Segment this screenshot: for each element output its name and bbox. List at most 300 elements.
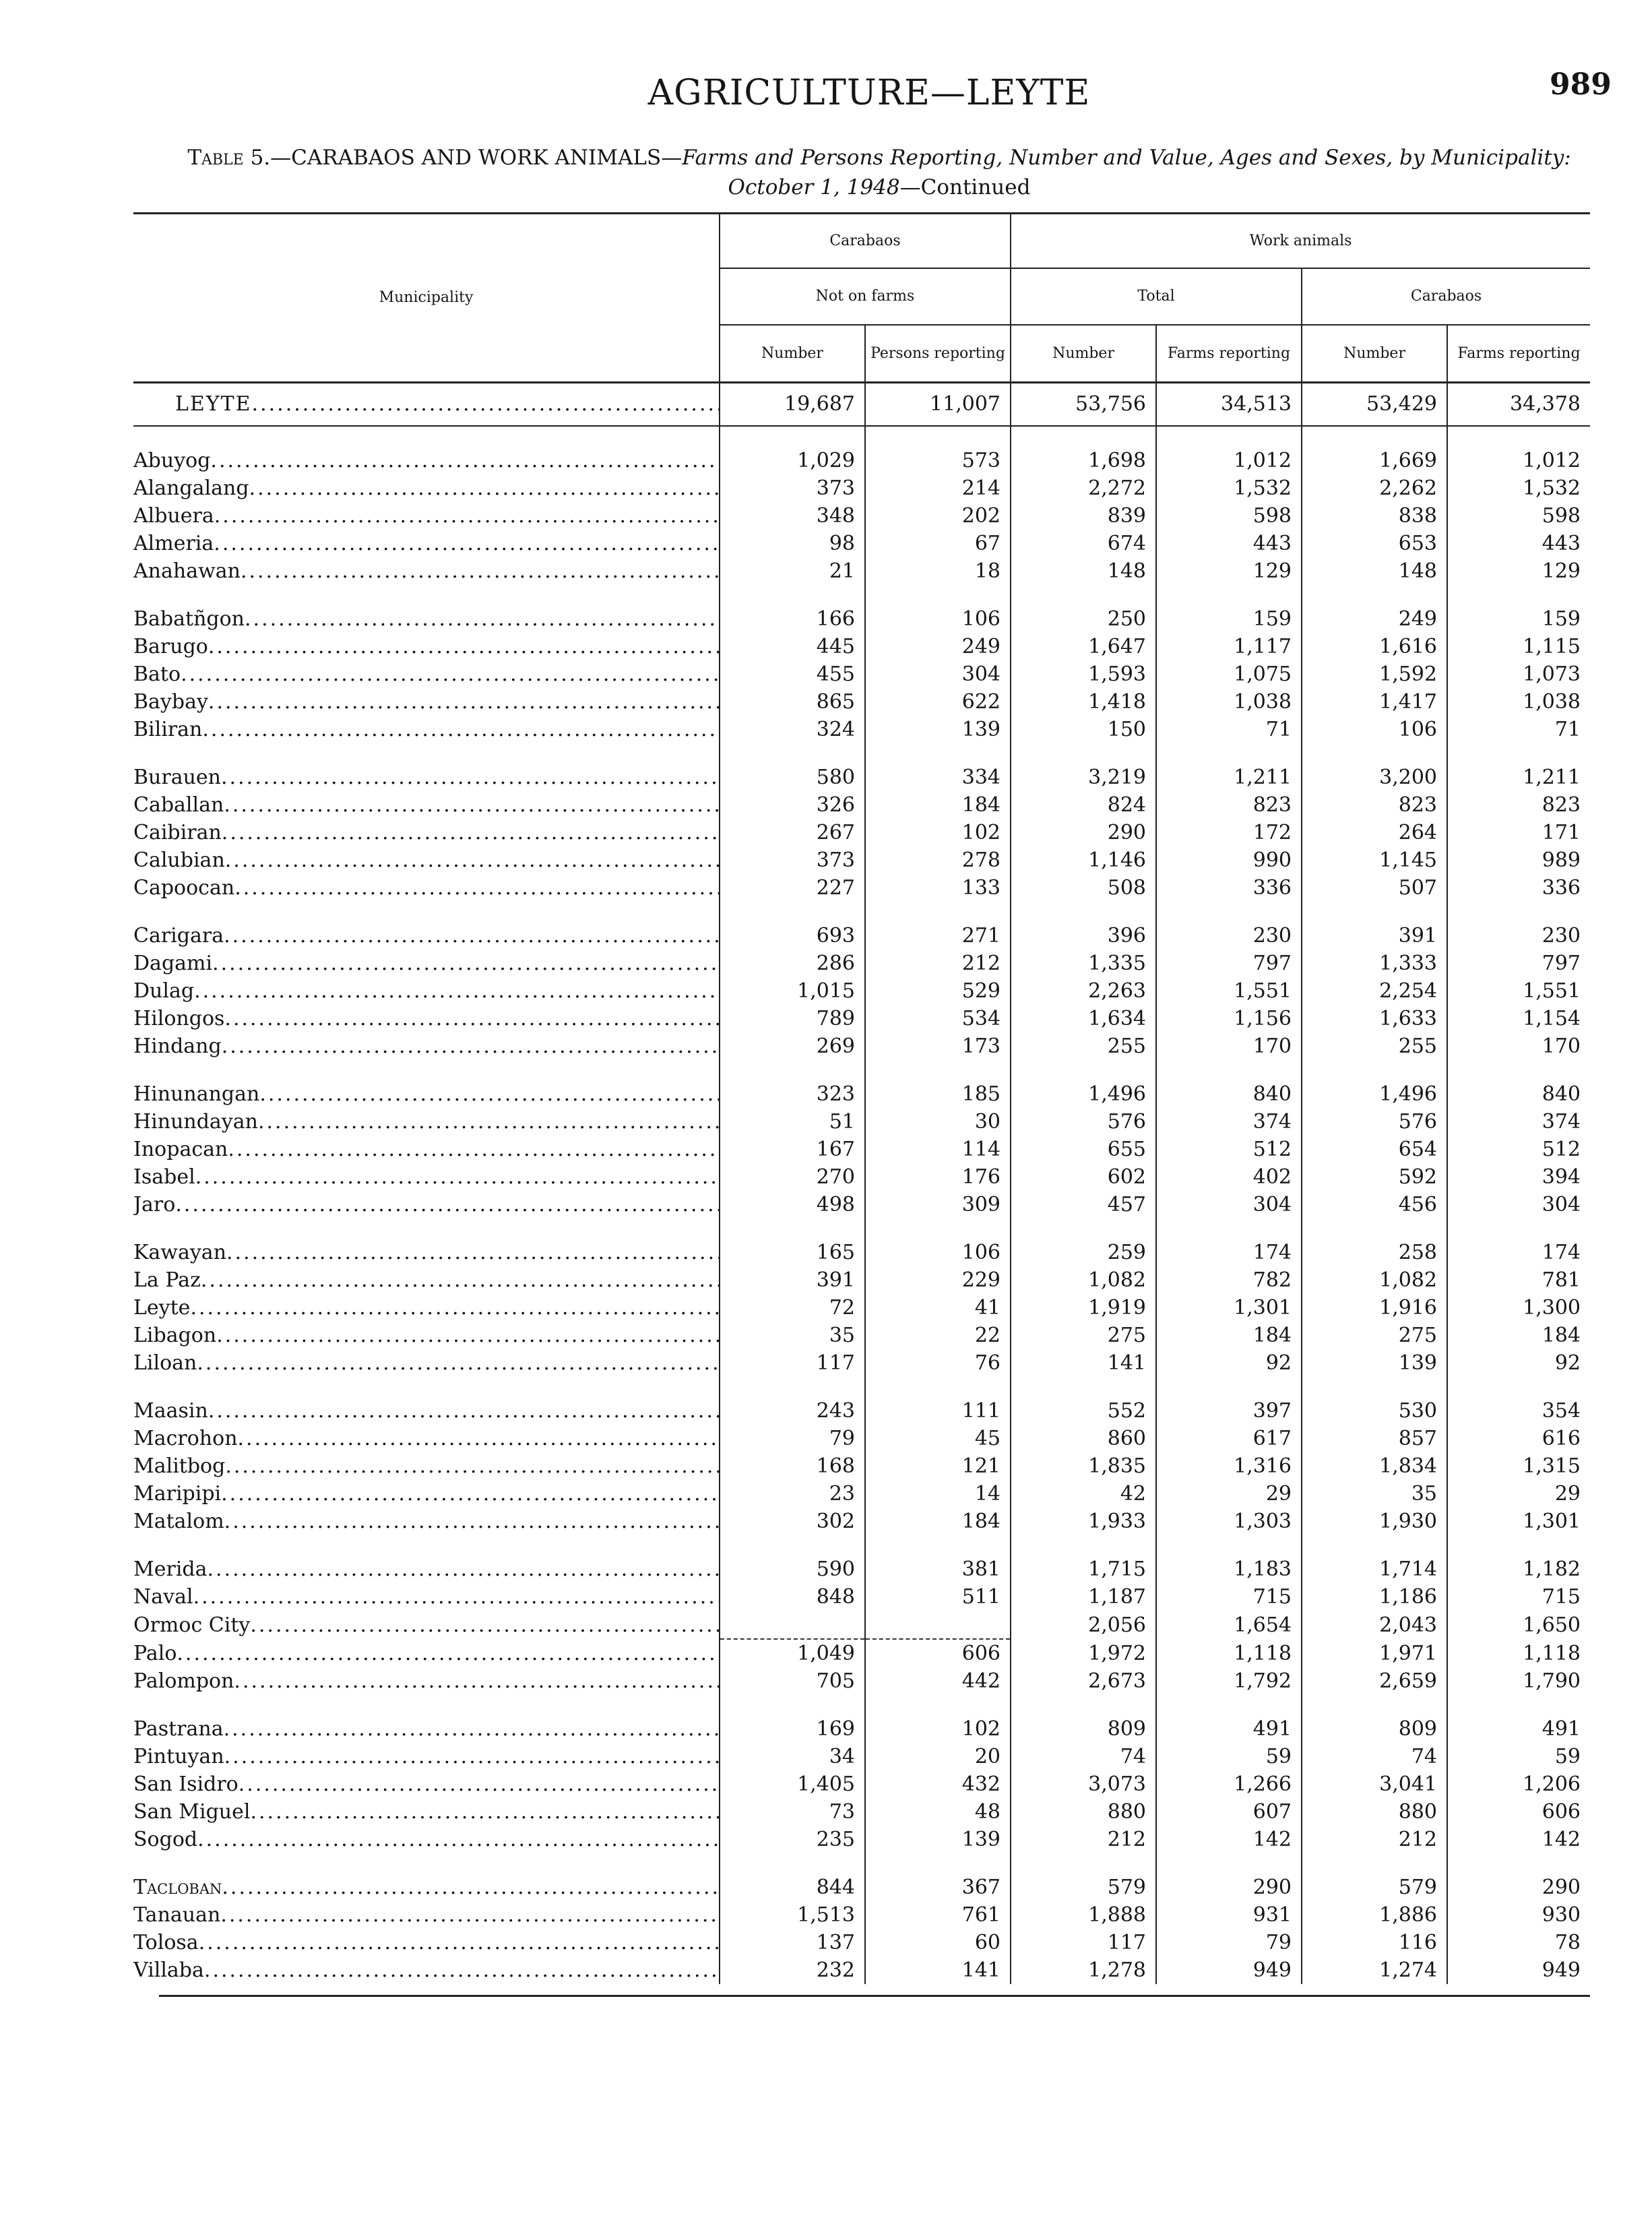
value-cell: 1,029 — [720, 447, 865, 474]
municipality-name — [133, 1480, 720, 1508]
value-cell: 598 — [1447, 502, 1590, 530]
leader-dots — [225, 846, 719, 874]
value-cell: 235 — [720, 1826, 865, 1853]
municipality-name — [133, 1874, 720, 1901]
value-cell: 48 — [865, 1798, 1011, 1826]
municipality-name — [133, 1136, 720, 1163]
value-cell: 2,659 — [1302, 1667, 1447, 1695]
value-cell: 1,182 — [1447, 1555, 1590, 1583]
leader-dots — [224, 922, 719, 950]
value-cell: 23 — [720, 1480, 865, 1508]
value-cell: 622 — [865, 688, 1011, 716]
leader-dots — [197, 1826, 719, 1853]
municipality-name — [133, 1508, 720, 1535]
value-cell: 592 — [1302, 1163, 1447, 1191]
leader-dots — [250, 1611, 719, 1639]
leader-dots — [221, 764, 719, 791]
leader-dots — [222, 1874, 719, 1901]
table-row — [133, 1798, 1590, 1826]
table-row — [133, 1929, 1590, 1956]
value-cell: 278 — [865, 846, 1011, 874]
value-cell: 602 — [1011, 1163, 1156, 1191]
municipality-name — [133, 1425, 720, 1452]
value-cell: 823 — [1447, 791, 1590, 819]
value-cell: 202 — [865, 502, 1011, 530]
table-row — [133, 530, 1590, 557]
leader-dots — [239, 1770, 719, 1798]
group-spacer — [133, 585, 1590, 605]
value-cell: 1,792 — [1156, 1667, 1302, 1695]
value-cell: 19,687 — [720, 383, 865, 426]
group-spacer — [133, 426, 1590, 447]
value-cell: 579 — [1011, 1874, 1156, 1901]
leader-dots — [181, 660, 719, 688]
value-cell: 290 — [1156, 1874, 1302, 1901]
value-cell: 1,118 — [1156, 1639, 1302, 1667]
table-row — [133, 874, 1590, 902]
table-row — [133, 1425, 1590, 1452]
leader-dots — [224, 1005, 719, 1032]
value-cell: 1,183 — [1156, 1555, 1302, 1583]
value-cell: 1,616 — [1302, 633, 1447, 660]
value-cell: 373 — [720, 846, 865, 874]
value-cell: 102 — [865, 1715, 1011, 1743]
value-cell: 1,115 — [1447, 633, 1590, 660]
leader-dots — [216, 1322, 719, 1349]
value-cell: 381 — [865, 1555, 1011, 1583]
value-cell: 860 — [1011, 1425, 1156, 1452]
municipality-name — [133, 1322, 720, 1349]
municipality-label: San Miguel — [133, 1800, 251, 1824]
value-cell: 1,654 — [1156, 1611, 1302, 1639]
table-row — [133, 1266, 1590, 1294]
value-cell: 71 — [1156, 716, 1302, 743]
value-cell: 616 — [1447, 1425, 1590, 1452]
value-cell: 2,673 — [1011, 1667, 1156, 1695]
municipality-name — [133, 1555, 720, 1583]
table-caption — [168, 143, 1590, 202]
value-cell: 324 — [720, 716, 865, 743]
value-cell: 214 — [865, 474, 1011, 502]
municipality-label: Tacloban — [133, 1876, 222, 1899]
farms-reporting-header: Farms reporting — [1447, 325, 1590, 381]
municipality-label: Abuyog — [133, 449, 211, 472]
value-cell — [720, 1611, 865, 1639]
table-body — [133, 383, 1590, 1984]
municipality-name — [133, 922, 720, 950]
value-cell: 1,303 — [1156, 1508, 1302, 1535]
municipality-name — [133, 1956, 720, 1984]
table-row — [133, 1667, 1590, 1695]
value-cell: 576 — [1011, 1108, 1156, 1136]
value-cell: 59 — [1447, 1743, 1590, 1770]
municipality-name — [133, 874, 720, 902]
municipality-label: Tanauan — [133, 1903, 221, 1927]
value-cell: 60 — [865, 1929, 1011, 1956]
carabaos-sub-header: Carabaos — [1302, 268, 1590, 325]
municipality-label: Liloan — [133, 1351, 197, 1375]
value-cell: 249 — [1302, 605, 1447, 633]
value-cell: 102 — [865, 819, 1011, 846]
value-cell: 304 — [1156, 1191, 1302, 1218]
leader-dots — [204, 1956, 719, 1984]
value-cell: 326 — [720, 791, 865, 819]
table-row — [133, 716, 1590, 743]
table-row — [133, 1826, 1590, 1853]
value-cell: 606 — [1447, 1798, 1590, 1826]
value-cell: 14 — [865, 1480, 1011, 1508]
municipality-name — [133, 1639, 720, 1667]
municipality-name — [133, 1080, 720, 1108]
value-cell: 35 — [720, 1322, 865, 1349]
table-description: Farms and Persons Reporting, Number and Value, Ages and Sexes, by Municipality: October 1, 1948 — [682, 146, 1571, 199]
value-cell: 275 — [1302, 1322, 1447, 1349]
value-cell: 45 — [865, 1425, 1011, 1452]
value-cell: 76 — [865, 1349, 1011, 1377]
value-cell: 1,335 — [1011, 950, 1156, 977]
municipality-name — [133, 530, 720, 557]
municipality-label: Inopacan — [133, 1138, 228, 1161]
value-cell: 2,254 — [1302, 977, 1447, 1005]
leader-dots — [250, 1798, 719, 1826]
value-cell: 782 — [1156, 1266, 1302, 1294]
value-cell: 11,007 — [865, 383, 1011, 426]
value-cell: 1,972 — [1011, 1639, 1156, 1667]
value-cell: 809 — [1302, 1715, 1447, 1743]
value-cell: 1,082 — [1011, 1266, 1156, 1294]
value-cell: 857 — [1302, 1425, 1447, 1452]
value-cell: 139 — [865, 1826, 1011, 1853]
table-row — [133, 1349, 1590, 1377]
municipality-label: Anahawan — [133, 559, 241, 583]
value-cell: 212 — [1011, 1826, 1156, 1853]
table-row — [133, 1956, 1590, 1984]
value-cell: 1,118 — [1447, 1639, 1590, 1667]
municipality-name — [133, 791, 720, 819]
municipality-label: Albuera — [133, 504, 214, 528]
value-cell: 949 — [1447, 1956, 1590, 1984]
value-cell: 3,073 — [1011, 1770, 1156, 1798]
value-cell: 674 — [1011, 530, 1156, 557]
leader-dots — [234, 874, 719, 902]
value-cell: 1,790 — [1447, 1667, 1590, 1695]
leader-dots — [222, 1032, 719, 1060]
table-row — [133, 819, 1590, 846]
municipality-label: Alangalang — [133, 476, 249, 500]
table-row — [133, 1901, 1590, 1929]
municipality-label: Maripipi — [133, 1482, 222, 1506]
leader-dots — [258, 1108, 719, 1136]
municipality-label: Kawayan — [133, 1241, 227, 1264]
table-row — [133, 1136, 1590, 1163]
leader-dots — [238, 1425, 719, 1452]
value-cell: 457 — [1011, 1191, 1156, 1218]
value-cell: 1,886 — [1302, 1901, 1447, 1929]
municipality-label: Tolosa — [133, 1931, 199, 1954]
value-cell — [865, 1611, 1011, 1639]
value-cell: 1,715 — [1011, 1555, 1156, 1583]
value-cell: 35 — [1302, 1480, 1447, 1508]
value-cell: 507 — [1302, 874, 1447, 902]
value-cell: 141 — [865, 1956, 1011, 1984]
municipality-name — [133, 1583, 720, 1611]
municipality-label: Macrohon — [133, 1427, 238, 1450]
value-cell: 1,300 — [1447, 1294, 1590, 1322]
value-cell: 1,186 — [1302, 1583, 1447, 1611]
value-cell: 185 — [865, 1080, 1011, 1108]
value-cell: 789 — [720, 1005, 865, 1032]
municipality-label: Caballan — [133, 793, 224, 817]
value-cell: 67 — [865, 530, 1011, 557]
leader-dots — [177, 1640, 719, 1667]
value-cell: 41 — [865, 1294, 1011, 1322]
leader-dots — [226, 1239, 719, 1266]
value-cell: 455 — [720, 660, 865, 688]
value-cell: 1,532 — [1447, 474, 1590, 502]
value-cell: 169 — [720, 1715, 865, 1743]
value-cell: 79 — [1156, 1929, 1302, 1956]
municipality-name — [133, 716, 720, 743]
value-cell: 176 — [865, 1163, 1011, 1191]
leader-dots — [190, 1294, 719, 1322]
leader-dots — [195, 1163, 719, 1191]
value-cell: 1,049 — [720, 1639, 865, 1667]
value-cell: 607 — [1156, 1798, 1302, 1826]
value-cell: 302 — [720, 1508, 865, 1535]
leader-dots — [252, 383, 719, 425]
value-cell: 2,056 — [1011, 1611, 1156, 1639]
value-cell: 1,038 — [1447, 688, 1590, 716]
value-cell: 264 — [1302, 819, 1447, 846]
value-cell: 34,378 — [1447, 383, 1590, 426]
municipality-name — [133, 1826, 720, 1853]
value-cell: 323 — [720, 1080, 865, 1108]
leader-dots — [224, 1508, 719, 1535]
municipality-name — [133, 1191, 720, 1218]
table-row — [133, 950, 1590, 977]
value-cell: 848 — [720, 1583, 865, 1611]
value-cell: 1,146 — [1011, 846, 1156, 874]
municipality-label: Hinundayan — [133, 1110, 258, 1134]
value-cell: 114 — [865, 1136, 1011, 1163]
value-cell: 106 — [1302, 716, 1447, 743]
table-row — [133, 1239, 1590, 1266]
municipality-label: Malitbog — [133, 1454, 226, 1478]
value-cell: 184 — [1447, 1322, 1590, 1349]
leader-dots — [201, 1266, 719, 1294]
leader-dots — [234, 1667, 719, 1695]
value-cell: 1,012 — [1156, 447, 1302, 474]
value-cell: 258 — [1302, 1239, 1447, 1266]
value-cell: 781 — [1447, 1266, 1590, 1294]
value-cell: 823 — [1156, 791, 1302, 819]
value-cell: 1,211 — [1156, 764, 1302, 791]
municipality-name — [133, 1929, 720, 1956]
group-spacer — [133, 902, 1590, 922]
value-cell: 212 — [1302, 1826, 1447, 1853]
municipality-label: Capoocan — [133, 876, 235, 900]
value-cell: 530 — [1302, 1397, 1447, 1425]
group-spacer — [133, 1377, 1590, 1397]
table-row — [133, 660, 1590, 688]
value-cell: 445 — [720, 633, 865, 660]
value-cell: 1,592 — [1302, 660, 1447, 688]
value-cell: 512 — [1156, 1136, 1302, 1163]
value-cell: 880 — [1302, 1798, 1447, 1826]
value-cell: 212 — [865, 950, 1011, 977]
value-cell: 74 — [1302, 1743, 1447, 1770]
work-animals-group-header: Work animals — [1011, 214, 1590, 268]
value-cell: 1,333 — [1302, 950, 1447, 977]
value-cell: 275 — [1011, 1322, 1156, 1349]
municipality-label: Calubian — [133, 848, 225, 872]
leader-dots — [208, 1397, 719, 1425]
value-cell: 168 — [720, 1452, 865, 1480]
value-cell: 1,117 — [1156, 633, 1302, 660]
leader-dots — [199, 1929, 719, 1956]
value-cell: 309 — [865, 1191, 1011, 1218]
leader-dots — [208, 688, 719, 716]
municipality-label: Caibiran — [133, 821, 222, 844]
municipality-label: Villaba — [133, 1958, 204, 1982]
value-cell: 336 — [1447, 874, 1590, 902]
value-cell: 227 — [720, 874, 865, 902]
table-row — [133, 502, 1590, 530]
table-row — [133, 688, 1590, 716]
value-cell: 290 — [1447, 1874, 1590, 1901]
table-subject: —CARABAOS AND WORK ANIMALS— — [270, 146, 682, 170]
value-cell: 761 — [865, 1901, 1011, 1929]
value-cell: 442 — [865, 1667, 1011, 1695]
value-cell: 824 — [1011, 791, 1156, 819]
value-cell: 402 — [1156, 1163, 1302, 1191]
value-cell: 21 — [720, 557, 865, 585]
municipality-name — [133, 1611, 720, 1639]
municipality-name — [133, 819, 720, 846]
value-cell: 2,263 — [1011, 977, 1156, 1005]
group-spacer — [133, 1853, 1590, 1874]
municipality-name — [133, 1108, 720, 1136]
value-cell: 397 — [1156, 1397, 1302, 1425]
value-cell: 243 — [720, 1397, 865, 1425]
value-cell: 73 — [720, 1798, 865, 1826]
value-cell: 529 — [865, 977, 1011, 1005]
value-cell: 1,532 — [1156, 474, 1302, 502]
municipality-label: Sogod — [133, 1828, 198, 1851]
value-cell: 1,650 — [1447, 1611, 1590, 1639]
value-cell: 117 — [1011, 1929, 1156, 1956]
municipality-name — [133, 447, 720, 474]
value-cell: 655 — [1011, 1136, 1156, 1163]
municipality-label: Pastrana — [133, 1717, 224, 1741]
municipality-label: Dagami — [133, 952, 213, 975]
value-cell: 348 — [720, 502, 865, 530]
value-cell: 1,417 — [1302, 688, 1447, 716]
leader-dots — [224, 1743, 719, 1770]
municipality-label: Isabel — [133, 1165, 195, 1189]
value-cell: 170 — [1156, 1032, 1302, 1060]
table-suffix: —Continued — [899, 175, 1031, 199]
value-cell: 174 — [1156, 1239, 1302, 1266]
municipality-name — [133, 1294, 720, 1322]
number-header: Number — [720, 325, 865, 381]
municipality-name — [133, 1005, 720, 1032]
municipality-name — [133, 474, 720, 502]
table-row — [133, 447, 1590, 474]
value-cell: 184 — [865, 791, 1011, 819]
group-spacer — [133, 1535, 1590, 1555]
value-cell: 590 — [720, 1555, 865, 1583]
value-cell: 1,038 — [1156, 688, 1302, 716]
leader-dots — [210, 447, 719, 474]
value-cell: 1,274 — [1302, 1956, 1447, 1984]
value-cell: 1,971 — [1302, 1639, 1447, 1667]
leader-dots — [221, 1480, 719, 1508]
table-row — [133, 1480, 1590, 1508]
value-cell: 511 — [865, 1583, 1011, 1611]
value-cell: 1,698 — [1011, 447, 1156, 474]
municipality-name — [133, 1770, 720, 1798]
municipality-label: Pintuyan — [133, 1745, 224, 1768]
municipality-name — [133, 660, 720, 688]
leader-dots — [228, 1136, 719, 1163]
table-row — [133, 1322, 1590, 1349]
municipality-label: Libagon — [133, 1324, 217, 1347]
leader-dots — [259, 1080, 719, 1108]
value-cell: 990 — [1156, 846, 1302, 874]
value-cell: 809 — [1011, 1715, 1156, 1743]
value-cell: 1,551 — [1447, 977, 1590, 1005]
value-cell: 1,496 — [1302, 1080, 1447, 1108]
value-cell: 230 — [1156, 922, 1302, 950]
table-row — [133, 1639, 1590, 1667]
value-cell: 59 — [1156, 1743, 1302, 1770]
value-cell: 3,041 — [1302, 1770, 1447, 1798]
value-cell: 34 — [720, 1743, 865, 1770]
value-cell: 159 — [1447, 605, 1590, 633]
value-cell: 653 — [1302, 530, 1447, 557]
value-cell: 304 — [1447, 1191, 1590, 1218]
value-cell: 1,835 — [1011, 1452, 1156, 1480]
municipality-label: San Isidro — [133, 1772, 239, 1796]
value-cell: 491 — [1447, 1715, 1590, 1743]
value-cell: 255 — [1011, 1032, 1156, 1060]
table-row — [133, 605, 1590, 633]
value-cell: 1,633 — [1302, 1005, 1447, 1032]
value-cell: 839 — [1011, 502, 1156, 530]
value-cell: 865 — [720, 688, 865, 716]
value-cell: 1,211 — [1447, 764, 1590, 791]
municipality-name — [133, 764, 720, 791]
value-cell: 1,154 — [1447, 1005, 1590, 1032]
number-header: Number — [1011, 325, 1156, 381]
value-cell: 396 — [1011, 922, 1156, 950]
table-row — [133, 922, 1590, 950]
value-cell: 1,916 — [1302, 1294, 1447, 1322]
municipality-name — [133, 1667, 720, 1695]
municipality-label: Jaro — [133, 1193, 176, 1216]
table-row — [133, 1080, 1590, 1108]
table-row — [133, 1715, 1590, 1743]
value-cell: 111 — [865, 1397, 1011, 1425]
value-cell: 79 — [720, 1425, 865, 1452]
value-cell: 3,200 — [1302, 764, 1447, 791]
table-row — [133, 1163, 1590, 1191]
value-cell: 2,272 — [1011, 474, 1156, 502]
value-cell: 290 — [1011, 819, 1156, 846]
municipality-name — [133, 1397, 720, 1425]
table-row — [133, 474, 1590, 502]
